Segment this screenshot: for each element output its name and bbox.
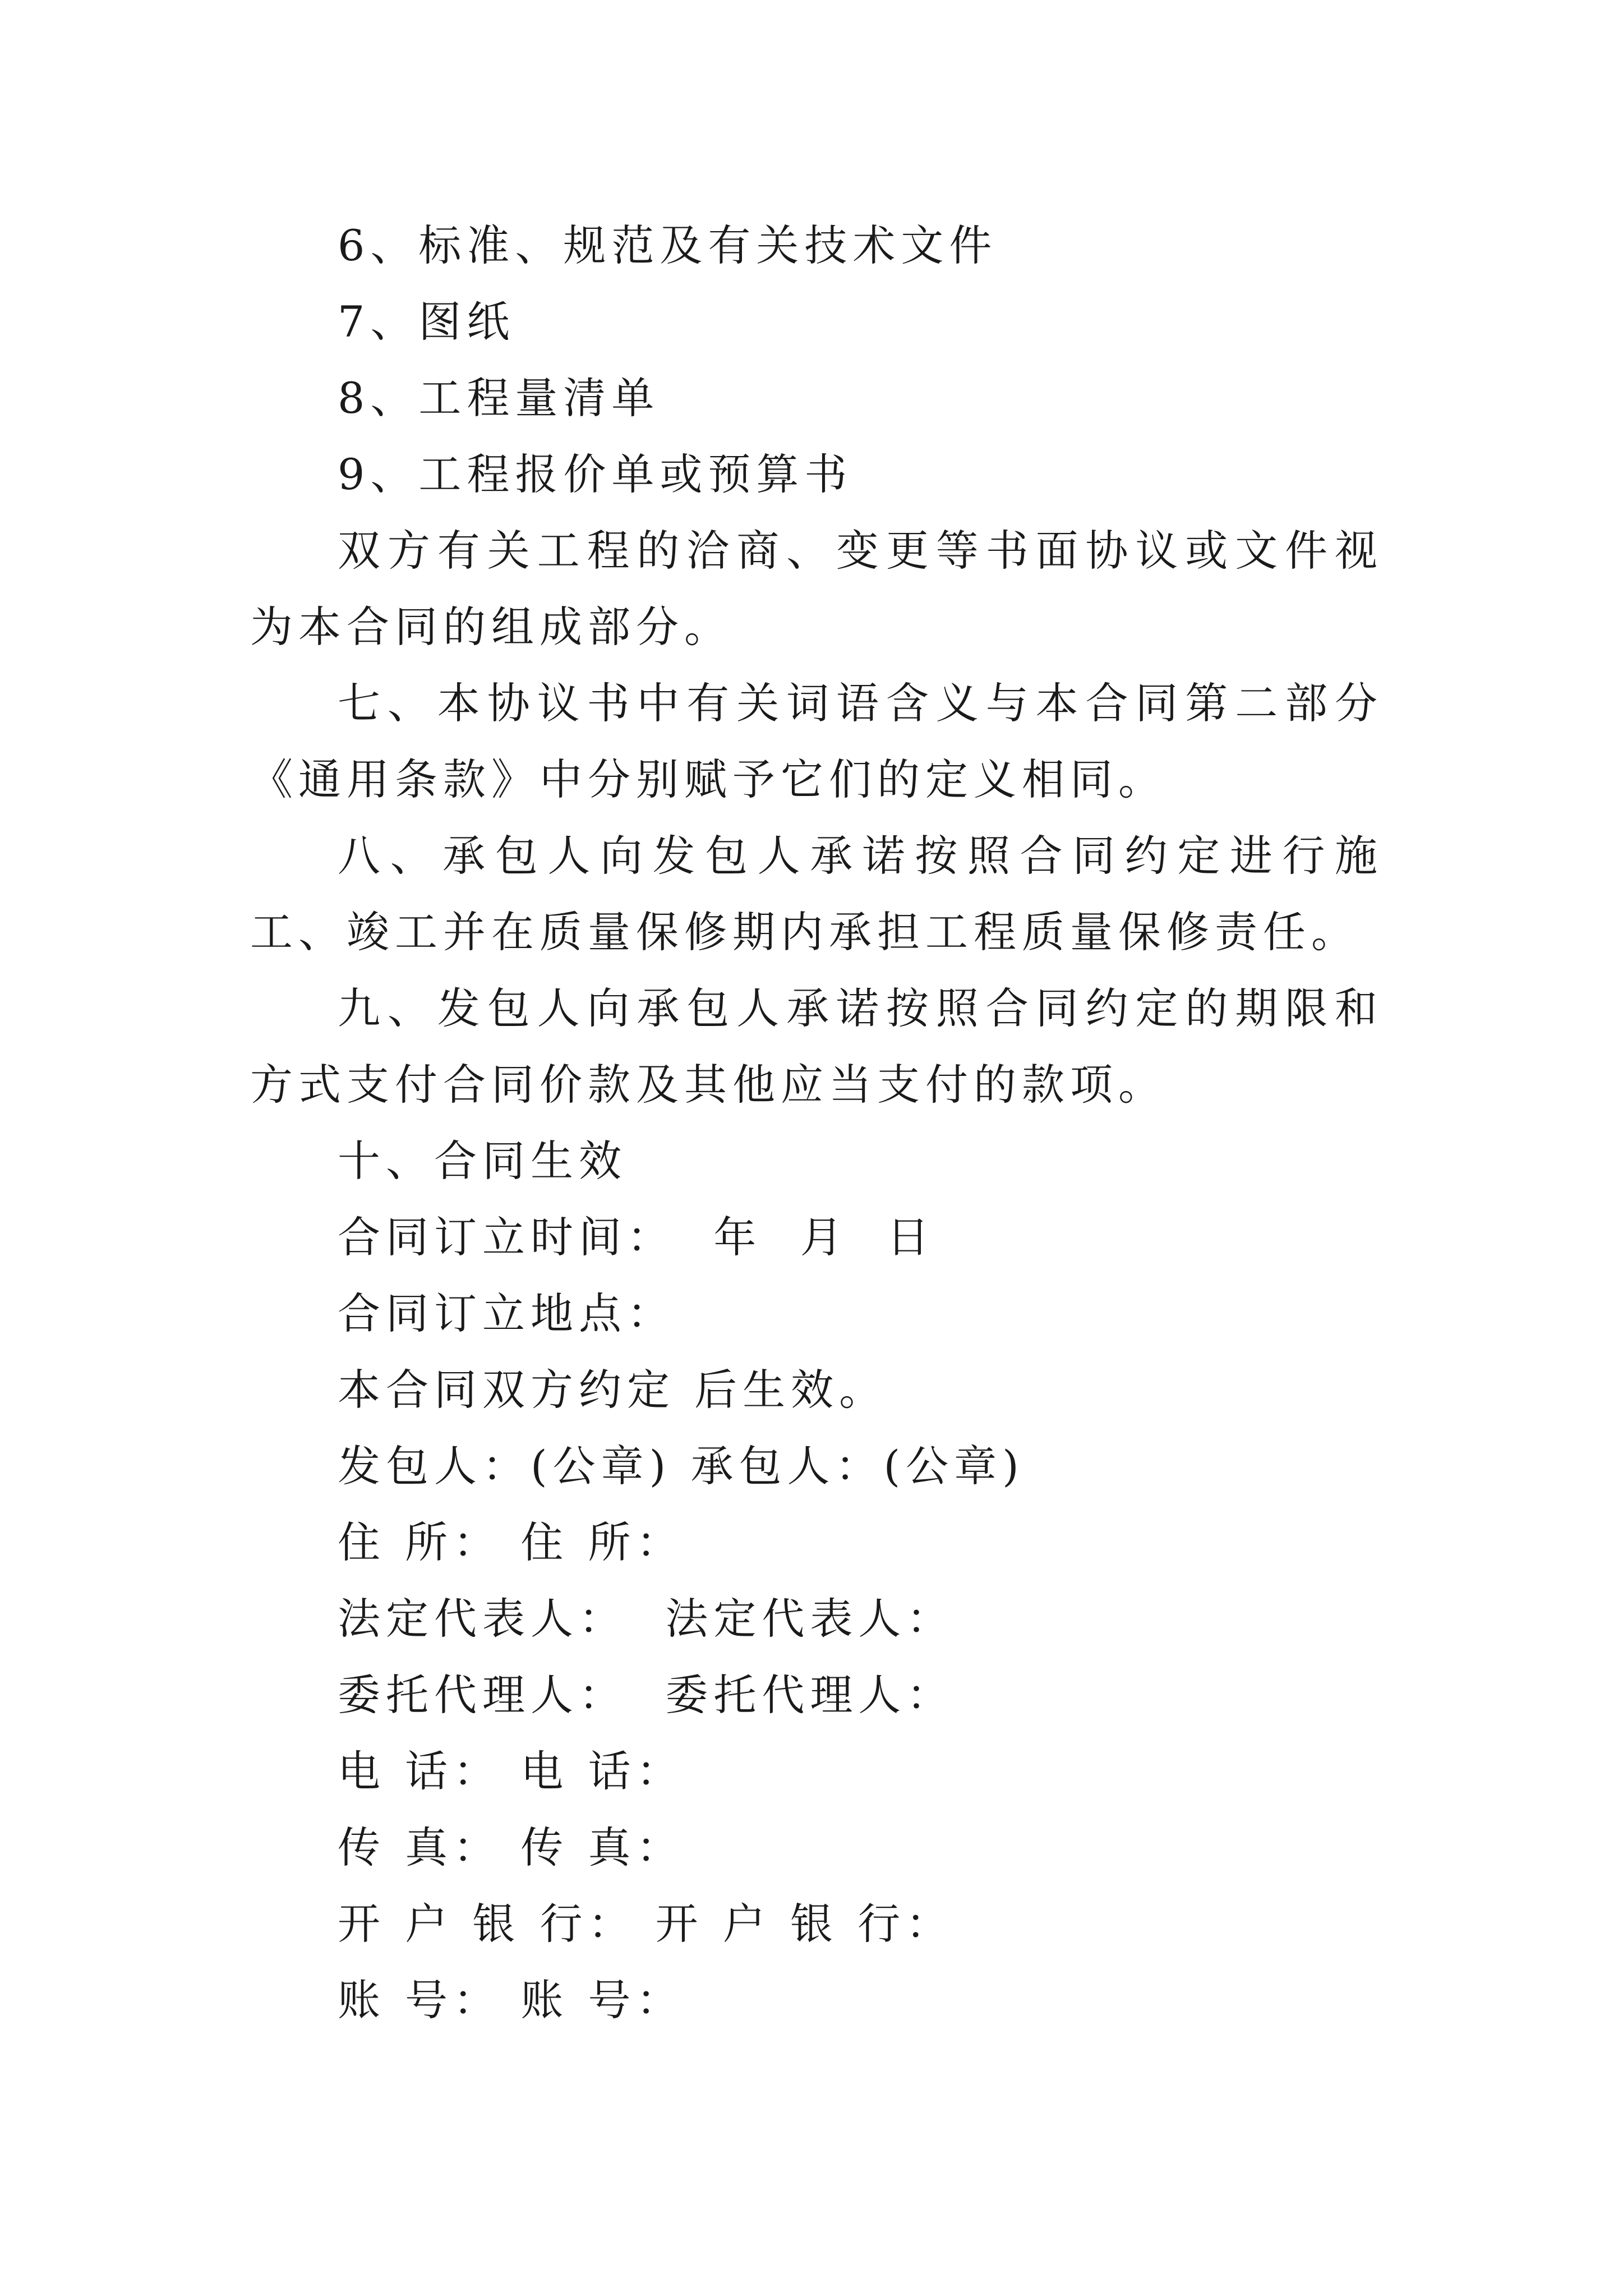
clause-item-6: 6、标准、规范及有关技术文件 [338,220,998,270]
contract-date-line: 合同订立时间： 年 月 日 [338,1212,935,1262]
bank-line: 开 户 银 行： 开 户 银 行： [338,1899,955,1949]
account-number-line: 账 号： 账 号： [338,1975,685,2025]
phone-line: 电 话： 电 话： [338,1746,685,1796]
document-body [250,208,1383,2039]
article-seven: 七、本协议书中有关词语含义与本合同第二部分《通用条款》中分别赋予它们的定义相同。 [250,678,1383,804]
clause-item-8: 8、工程量清单 [338,373,660,423]
clause-item-7: 7、图纸 [338,297,515,347]
article-eight: 八、承包人向发包人承诺按照合同约定进行施工、竣工并在质量保修期内承担工程质量保修责任。 [250,831,1383,957]
address-line: 住 所： 住 所： [338,1517,685,1567]
article-nine: 九、发包人向承包人承诺按照合同约定的期限和方式支付合同价款及其他应当支付的款项。 [250,983,1383,1110]
effective-condition-line: 本合同双方约定 后生效。 [338,1365,888,1415]
authorized-agent-line: 委托代理人： 委托代理人： [338,1670,955,1720]
legal-representative-line: 法定代表人： 法定代表人： [338,1594,955,1644]
clause-item-9: 9、工程报价单或预算书 [338,449,853,499]
article-ten-heading: 十、合同生效 [338,1136,627,1186]
contract-place-line: 合同订立地点： [338,1289,675,1338]
paragraph-negotiation: 双方有关工程的洽商、变更等书面协议或文件视为本合同的组成部分。 [250,526,1383,652]
signatory-parties-line: 发包人：(公章) 承包人：(公章) [338,1441,1025,1491]
fax-line: 传 真： 传 真： [338,1823,685,1872]
